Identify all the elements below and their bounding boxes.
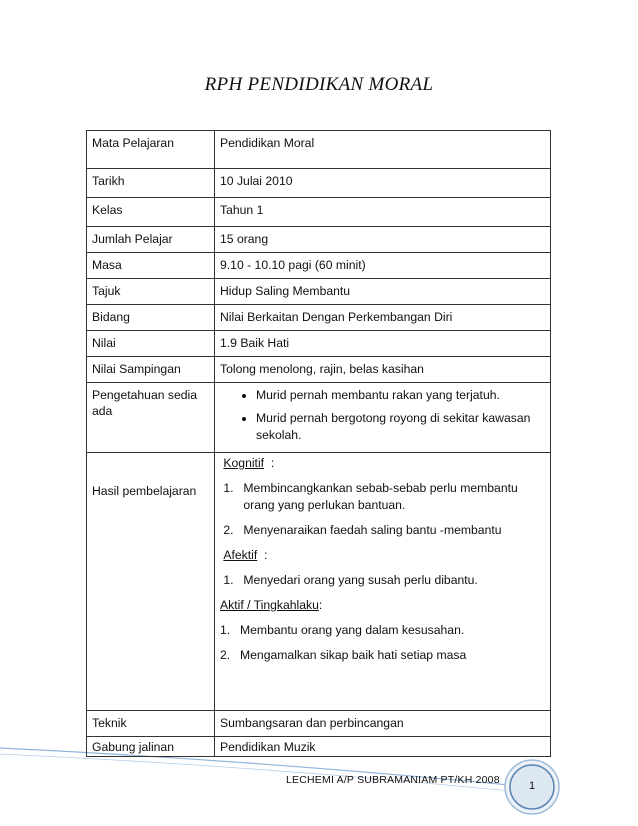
row-label: Teknik	[87, 711, 215, 737]
row-value: 1.9 Baik Hati	[215, 331, 551, 357]
table-row	[87, 305, 551, 331]
table-row-hasil	[87, 453, 551, 711]
table-row	[87, 169, 551, 198]
item-text: Membantu orang yang dalam kesusahan.	[240, 623, 465, 637]
list-item	[220, 572, 545, 589]
item-text: Menyedari orang yang susah perlu dibantu.	[243, 573, 478, 587]
row-value: Pendidikan Muzik	[215, 737, 551, 757]
row-label: Kelas	[87, 198, 215, 227]
row-value: Nilai Berkaitan Dengan Perkembangan Diri	[215, 305, 551, 331]
table-row	[87, 198, 551, 227]
row-label: Jumlah Pelajar	[87, 227, 215, 253]
colon: :	[270, 456, 275, 470]
item-text: Menyenaraikan faedah saling bantu -membantu	[243, 523, 502, 537]
row-value: Hidup Saling Membantu	[215, 279, 551, 305]
list-item	[220, 480, 545, 514]
lesson-plan-table	[86, 130, 551, 757]
row-value: 15 orang	[215, 227, 551, 253]
prior-knowledge-list	[220, 387, 545, 444]
afektif-heading-line	[220, 547, 545, 564]
list-item: • Murid pernah bergotong royong di sekitar kawasan sekolah.	[256, 410, 545, 444]
row-label: Nilai	[87, 331, 215, 357]
kognitif-heading: Kognitif	[223, 456, 265, 470]
row-value: Sumbangsaran dan perbincangan	[215, 711, 551, 737]
kognitif-heading-line	[220, 455, 545, 472]
item-text: Membincangkankan sebab-sebab perlu membantu orang yang perlukan bantuan.	[243, 481, 518, 512]
learning-outcomes-cell	[215, 453, 551, 711]
row-value: Tolong menolong, rajin, belas kasihan	[215, 357, 551, 383]
table-row	[87, 131, 551, 169]
aktif-heading-line	[220, 597, 545, 614]
table-row	[87, 253, 551, 279]
table-row	[87, 331, 551, 357]
page-number: 1	[528, 780, 536, 792]
row-label: Hasil pembelajaran	[87, 453, 215, 711]
afektif-heading: Afektif	[223, 548, 258, 562]
table-row	[87, 227, 551, 253]
item-number: 1.	[220, 623, 231, 637]
table-row	[87, 357, 551, 383]
table-row	[87, 279, 551, 305]
colon: :	[318, 598, 323, 612]
table-row	[87, 737, 551, 757]
list-item	[220, 622, 545, 639]
row-label: Masa	[87, 253, 215, 279]
row-value: Tahun 1	[215, 198, 551, 227]
list-item	[220, 522, 545, 539]
item-number: 1.	[223, 481, 234, 495]
table-row-pengetahuan	[87, 383, 551, 453]
footer-author: LECHEMI A/P SUBRAMANIAM PT/KH 2008	[286, 774, 500, 786]
row-label: Nilai Sampingan	[87, 357, 215, 383]
prior-knowledge-cell	[215, 383, 551, 453]
list-item: • Murid pernah membantu rakan yang terjatuh.	[256, 387, 545, 404]
page-title: RPH PENDIDIKAN MORAL	[204, 74, 434, 95]
row-label: Pengetahuan sedia ada	[87, 383, 215, 453]
row-value: Pendidikan Moral	[215, 131, 551, 169]
aktif-heading: Aktif / Tingkahlaku	[220, 598, 319, 612]
list-item	[220, 647, 545, 664]
row-label: Gabung jalinan	[87, 737, 215, 757]
colon: :	[264, 548, 268, 562]
item-text: Mengamalkan sikap baik hati setiap masa	[240, 648, 467, 662]
row-value: 9.10 - 10.10 pagi (60 minit)	[215, 253, 551, 279]
row-value: 10 Julai 2010	[215, 169, 551, 198]
row-label: Bidang	[87, 305, 215, 331]
table-row	[87, 711, 551, 737]
page-number-badge	[506, 756, 558, 814]
item-number: 2.	[220, 648, 231, 662]
row-label: Tajuk	[87, 279, 215, 305]
row-label: Tarikh	[87, 169, 215, 198]
row-label: Mata Pelajaran	[87, 131, 215, 169]
item-number: 1.	[223, 573, 234, 587]
item-number: 2.	[223, 523, 234, 537]
